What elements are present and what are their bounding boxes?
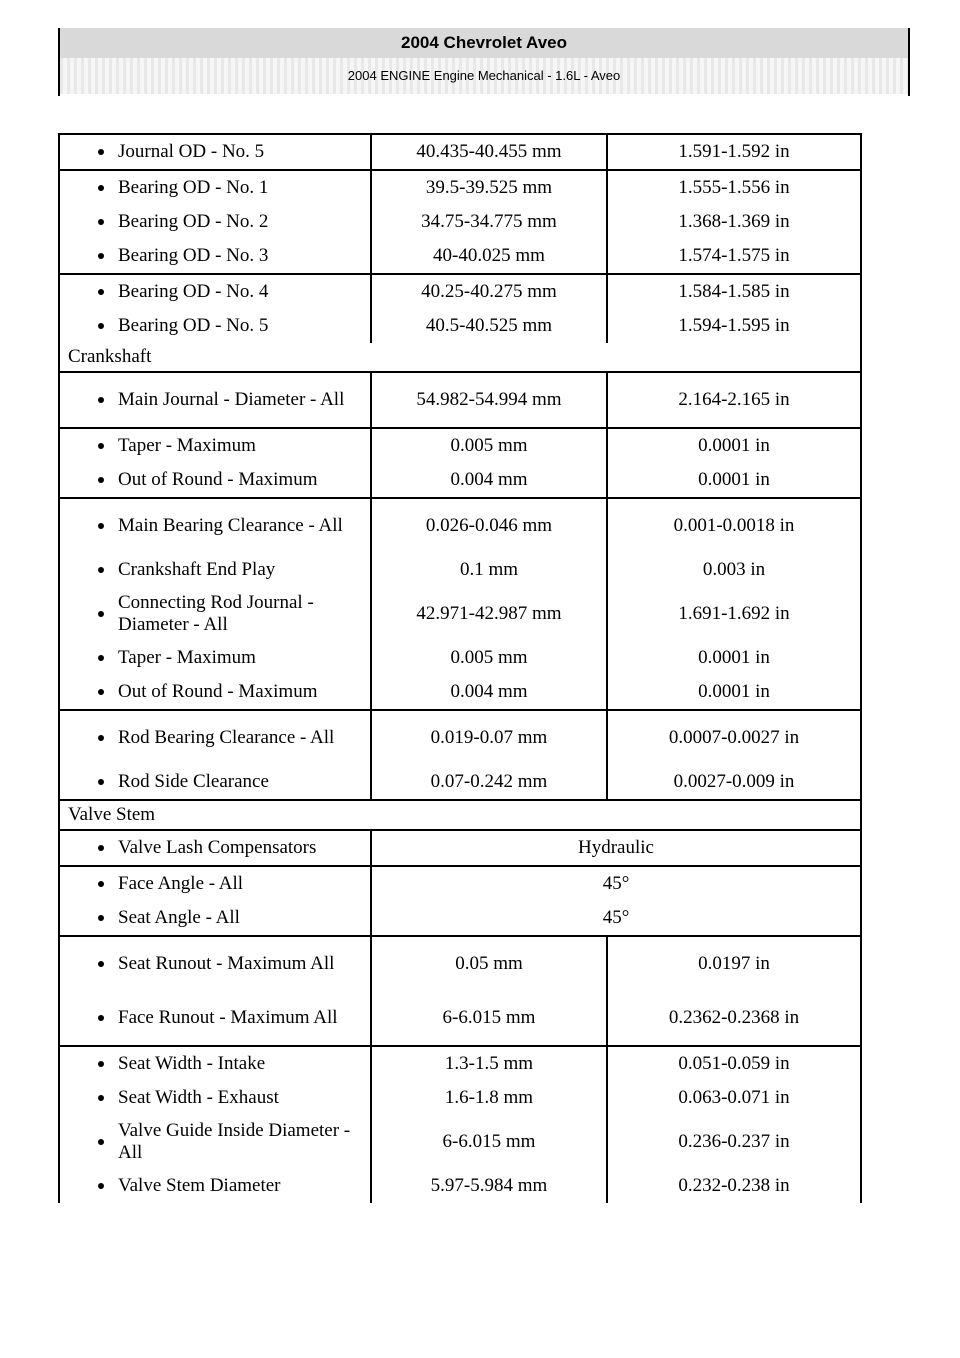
spec-name-text: Seat Width - Intake bbox=[118, 1053, 266, 1074]
spec-name bbox=[59, 498, 371, 553]
spec-row bbox=[59, 1081, 861, 1115]
spec-name-text: Rod Side Clearance bbox=[118, 771, 269, 792]
spec-english-value: 1.591-1.592 in bbox=[607, 134, 861, 170]
bullet-icon bbox=[98, 219, 104, 225]
spec-name-text: Seat Runout - Maximum All bbox=[118, 953, 335, 974]
spec-english-value: 1.594-1.595 in bbox=[607, 309, 861, 343]
spec-name bbox=[59, 991, 371, 1046]
document-title: 2004 Chevrolet Aveo bbox=[60, 28, 908, 58]
bullet-icon bbox=[98, 397, 104, 403]
spec-english-value: 0.0001 in bbox=[607, 428, 861, 463]
spec-metric-value: 40-40.025 mm bbox=[371, 239, 607, 274]
section-title: Crankshaft bbox=[59, 343, 861, 372]
spec-name-text: Rod Bearing Clearance - All bbox=[118, 727, 335, 748]
bullet-icon bbox=[98, 961, 104, 967]
spec-metric-value: 6-6.015 mm bbox=[371, 991, 607, 1046]
spec-name bbox=[59, 239, 371, 274]
spec-name bbox=[59, 675, 371, 710]
spec-metric-value: 0.004 mm bbox=[371, 463, 607, 498]
spec-name-text: Connecting Rod Journal - Diameter - All bbox=[118, 592, 314, 635]
spec-name bbox=[59, 901, 371, 936]
spec-name bbox=[59, 372, 371, 428]
spec-metric-value: 0.07-0.242 mm bbox=[371, 765, 607, 800]
bullet-icon bbox=[98, 289, 104, 295]
spec-table bbox=[58, 133, 862, 1203]
bullet-icon bbox=[98, 845, 104, 851]
spec-english-value: 2.164-2.165 in bbox=[607, 372, 861, 428]
spec-english-value: 1.574-1.575 in bbox=[607, 239, 861, 274]
spec-name bbox=[59, 1046, 371, 1081]
spec-name-text: Valve Stem Diameter bbox=[118, 1175, 281, 1196]
bullet-icon bbox=[98, 735, 104, 741]
spec-english-value: 1.555-1.556 in bbox=[607, 170, 861, 205]
spec-row bbox=[59, 428, 861, 463]
spec-row bbox=[59, 1046, 861, 1081]
spec-name-text: Main Bearing Clearance - All bbox=[118, 515, 343, 536]
spec-metric-value: 54.982-54.994 mm bbox=[371, 372, 607, 428]
spec-row bbox=[59, 710, 861, 765]
spec-name-text: Bearing OD - No. 4 bbox=[118, 281, 269, 302]
spec-name bbox=[59, 936, 371, 991]
spec-metric-value: 40.25-40.275 mm bbox=[371, 274, 607, 309]
spec-english-value: 0.232-0.238 in bbox=[607, 1169, 861, 1203]
spec-english-value: 0.236-0.237 in bbox=[607, 1115, 861, 1169]
spec-metric-value: 40.5-40.525 mm bbox=[371, 309, 607, 343]
spec-name-text: Face Angle - All bbox=[118, 873, 244, 894]
bullet-icon bbox=[98, 881, 104, 887]
spec-row bbox=[59, 498, 861, 553]
spec-english-value: 0.0001 in bbox=[607, 463, 861, 498]
spec-name bbox=[59, 205, 371, 239]
spec-metric-value: 0.05 mm bbox=[371, 936, 607, 991]
spec-row bbox=[59, 641, 861, 675]
spec-metric-value: 40.435-40.455 mm bbox=[371, 134, 607, 170]
spec-english-value: 0.001-0.0018 in bbox=[607, 498, 861, 553]
spec-name bbox=[59, 309, 371, 343]
spec-name-text: Crankshaft End Play bbox=[118, 559, 276, 580]
spec-name-text: Taper - Maximum bbox=[118, 435, 256, 456]
section-header-row bbox=[59, 800, 861, 830]
spec-row bbox=[59, 936, 861, 991]
bullet-icon bbox=[98, 149, 104, 155]
spec-metric-value: 0.005 mm bbox=[371, 641, 607, 675]
spec-name-text: Out of Round - Maximum bbox=[118, 469, 318, 490]
spec-row bbox=[59, 274, 861, 309]
spec-row bbox=[59, 205, 861, 239]
spec-english-value: 0.0197 in bbox=[607, 936, 861, 991]
spec-name bbox=[59, 1169, 371, 1203]
spec-row bbox=[59, 239, 861, 274]
spec-row bbox=[59, 170, 861, 205]
spec-name bbox=[59, 830, 371, 866]
spec-metric-value: 0.1 mm bbox=[371, 553, 607, 587]
bullet-icon bbox=[98, 1183, 104, 1189]
spec-name-text: Out of Round - Maximum bbox=[118, 681, 318, 702]
spec-value: 45° bbox=[371, 901, 861, 936]
bullet-icon bbox=[98, 443, 104, 449]
spec-metric-value: 0.005 mm bbox=[371, 428, 607, 463]
spec-name bbox=[59, 866, 371, 901]
spec-name-text: Valve Lash Compensators bbox=[118, 837, 317, 858]
spec-value: 45° bbox=[371, 866, 861, 901]
spec-name-text: Valve Guide Inside Diameter - All bbox=[118, 1120, 351, 1163]
spec-row bbox=[59, 1115, 861, 1169]
spec-row bbox=[59, 901, 861, 936]
bullet-icon bbox=[98, 567, 104, 573]
spec-name-text: Bearing OD - No. 2 bbox=[118, 211, 269, 232]
spec-english-value: 0.0001 in bbox=[607, 641, 861, 675]
spec-name bbox=[59, 463, 371, 498]
document-header bbox=[58, 28, 910, 96]
bullet-icon bbox=[98, 1015, 104, 1021]
spec-metric-value: 1.3-1.5 mm bbox=[371, 1046, 607, 1081]
spec-english-value: 0.063-0.071 in bbox=[607, 1081, 861, 1115]
bullet-icon bbox=[98, 655, 104, 661]
spec-name bbox=[59, 587, 371, 641]
spec-row bbox=[59, 866, 861, 901]
spec-row bbox=[59, 372, 861, 428]
spec-row bbox=[59, 991, 861, 1046]
bullet-icon bbox=[98, 779, 104, 785]
spec-metric-value: 34.75-34.775 mm bbox=[371, 205, 607, 239]
spec-value: Hydraulic bbox=[371, 830, 861, 866]
spec-name-text: Journal OD - No. 5 bbox=[118, 141, 265, 162]
spec-name bbox=[59, 428, 371, 463]
spec-name bbox=[59, 765, 371, 800]
spec-metric-value: 0.004 mm bbox=[371, 675, 607, 710]
spec-english-value: 0.0027-0.009 in bbox=[607, 765, 861, 800]
spec-name bbox=[59, 710, 371, 765]
spec-name-text: Bearing OD - No. 3 bbox=[118, 245, 269, 266]
section-header-row bbox=[59, 343, 861, 372]
spec-english-value: 0.2362-0.2368 in bbox=[607, 991, 861, 1046]
spec-metric-value: 42.971-42.987 mm bbox=[371, 587, 607, 641]
spec-name-text: Taper - Maximum bbox=[118, 647, 256, 668]
spec-name-text: Bearing OD - No. 1 bbox=[118, 177, 269, 198]
spec-metric-value: 0.026-0.046 mm bbox=[371, 498, 607, 553]
spec-row bbox=[59, 765, 861, 800]
bullet-icon bbox=[98, 323, 104, 329]
bullet-icon bbox=[98, 477, 104, 483]
spec-name bbox=[59, 1115, 371, 1169]
spec-metric-value: 1.6-1.8 mm bbox=[371, 1081, 607, 1115]
bullet-icon bbox=[98, 1139, 104, 1145]
spec-english-value: 1.691-1.692 in bbox=[607, 587, 861, 641]
bullet-icon bbox=[98, 253, 104, 259]
spec-metric-value: 5.97-5.984 mm bbox=[371, 1169, 607, 1203]
spec-english-value: 0.051-0.059 in bbox=[607, 1046, 861, 1081]
spec-metric-value: 0.019-0.07 mm bbox=[371, 710, 607, 765]
spec-metric-value: 39.5-39.525 mm bbox=[371, 170, 607, 205]
spec-row bbox=[59, 1169, 861, 1203]
bullet-icon bbox=[98, 523, 104, 529]
spec-name bbox=[59, 274, 371, 309]
spec-name-text: Face Runout - Maximum All bbox=[118, 1007, 338, 1028]
spec-english-value: 0.0001 in bbox=[607, 675, 861, 710]
spec-english-value: 0.0007-0.0027 in bbox=[607, 710, 861, 765]
spec-name-text: Bearing OD - No. 5 bbox=[118, 315, 269, 336]
spec-row bbox=[59, 553, 861, 587]
spec-metric-value: 6-6.015 mm bbox=[371, 1115, 607, 1169]
spec-english-value: 0.003 in bbox=[607, 553, 861, 587]
bullet-icon bbox=[98, 1095, 104, 1101]
spec-row bbox=[59, 587, 861, 641]
spec-row bbox=[59, 134, 861, 170]
bullet-icon bbox=[98, 689, 104, 695]
spec-name-text: Seat Width - Exhaust bbox=[118, 1087, 279, 1108]
spec-name-text: Main Journal - Diameter - All bbox=[118, 389, 345, 410]
bullet-icon bbox=[98, 915, 104, 921]
bullet-icon bbox=[98, 1061, 104, 1067]
spec-row bbox=[59, 309, 861, 343]
spec-row bbox=[59, 830, 861, 866]
spec-name bbox=[59, 641, 371, 675]
spec-name bbox=[59, 553, 371, 587]
spec-english-value: 1.584-1.585 in bbox=[607, 274, 861, 309]
bullet-icon bbox=[98, 185, 104, 191]
spec-row bbox=[59, 463, 861, 498]
spec-name-text: Seat Angle - All bbox=[118, 907, 240, 928]
spec-row bbox=[59, 675, 861, 710]
spec-name bbox=[59, 1081, 371, 1115]
spec-english-value: 1.368-1.369 in bbox=[607, 205, 861, 239]
document-subtitle: 2004 ENGINE Engine Mechanical - 1.6L - Aveo bbox=[60, 58, 908, 94]
section-title: Valve Stem bbox=[59, 800, 861, 830]
spec-name bbox=[59, 134, 371, 170]
bullet-icon bbox=[98, 611, 104, 617]
spec-name bbox=[59, 170, 371, 205]
